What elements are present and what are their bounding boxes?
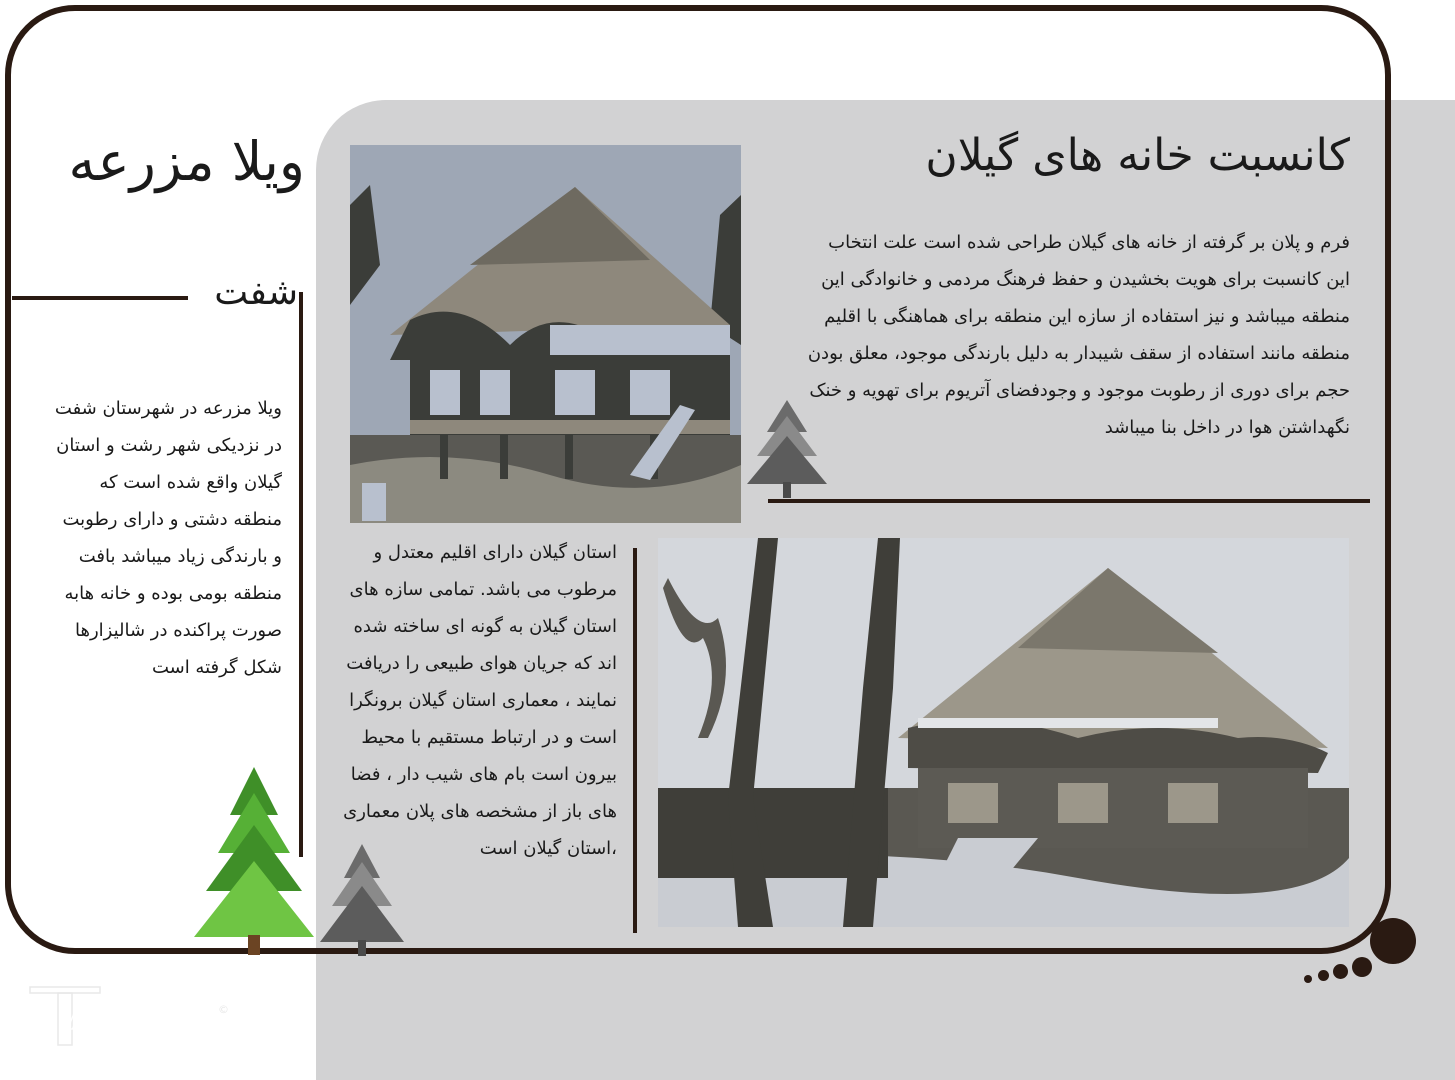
- subtitle-rule: [12, 296, 188, 300]
- climate-vertical-rule: [633, 548, 637, 933]
- project-title: ویلا مزرعه: [68, 130, 305, 193]
- concept-description: فرم و پلان بر گرفته از خانه های گیلان طراحی شده است علت انتخاب این کانسبت برای هویت بخشیدن و حفظ فرهنگ مردمی و خانوادگی این منطقه میباشد و نیز استفاده از سازه این منطقه برای هماهنگی با اقلیم منطقه مانند استفاده از سقف شیبدار به دلیل بارندگی موجود، معلق بودن حجم برای دوری از رطوبت موجود و وجودفضای آتریوم برای تهویه و خنک نگهداشتن هوا در داخل بنا میباشد: [807, 232, 1350, 438]
- location-description: ویلا مزرعه در شهرستان شفت در نزدیکی شهر رشت و استان گیلان واقع شده است که منطقه دشتی و دارای رطوبت و بارندگی زیاد میباشد بافت منطقه بومی بوده و خانه هابه صورت پراکنده در شالیزارها شکل گرفته است: [54, 398, 282, 678]
- concept-title: کانسبت خانه های گیلان: [925, 130, 1350, 181]
- decor-dot: [1352, 957, 1372, 977]
- copyright-mark: ©: [218, 1003, 229, 1016]
- watermark-logo: [28, 985, 238, 1053]
- raised-house-photo: [658, 538, 1349, 927]
- decor-dot-large: [1370, 918, 1416, 964]
- watermark-brand: ARH2TARH: [68, 1009, 208, 1035]
- watermark-tagline: ALL RIGHT RESERVED: [74, 1037, 208, 1050]
- gray-tree-icon: [742, 396, 832, 500]
- location-subtitle: شفت: [214, 272, 298, 313]
- decor-dot: [1333, 964, 1348, 979]
- green-tree-icon: [190, 765, 318, 957]
- decor-dot: [1304, 975, 1312, 983]
- thatched-house-photo: [350, 145, 741, 523]
- decor-dot: [1318, 970, 1329, 981]
- climate-description: استان گیلان دارای اقلیم معتدل و مرطوب می باشد. تمامی سازه های استان گیلان به گونه ای ساخته شده اند که جریان هوای طبیعی را دریافت نمایند ، معماری استان گیلان برونگرا است و در ارتباط مستقیم با محیط بیرون است بام های شیب دار ، فضا های باز از مشخصه های پلان معماری ،استان گیلان است: [343, 542, 617, 859]
- concept-rule: [768, 499, 1370, 503]
- gray-tree-icon: [316, 842, 408, 958]
